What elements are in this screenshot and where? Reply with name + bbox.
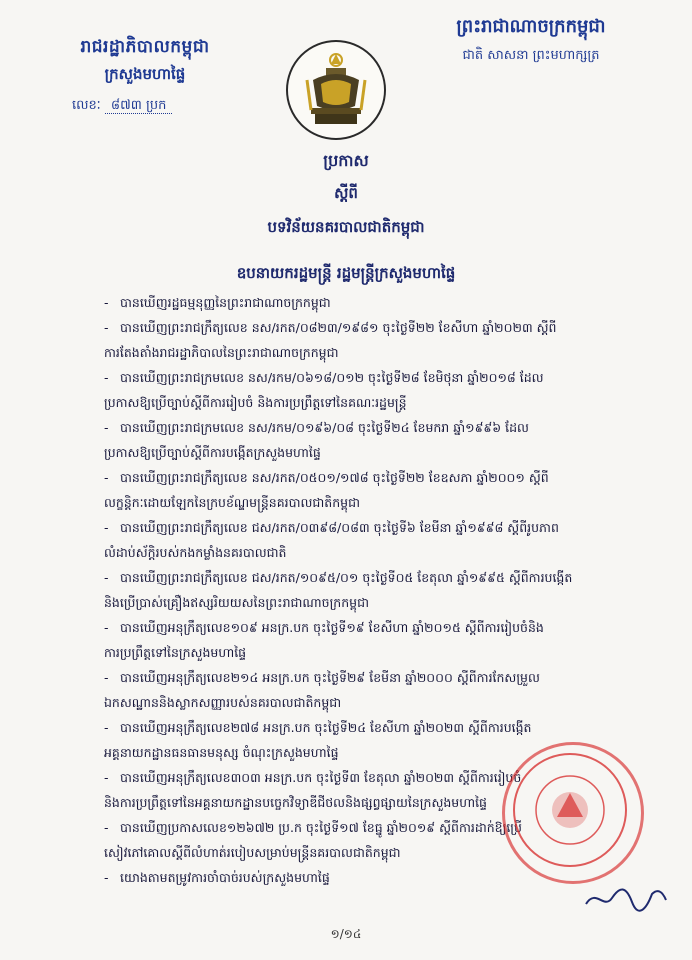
list-item — [104, 665, 644, 715]
document-subject: បទវិន័យនគរបាលជាតិកម្ពុជា — [267, 218, 425, 236]
bullet-dash: - — [104, 295, 109, 310]
reference-number — [60, 97, 230, 116]
bullet-dash: - — [104, 420, 109, 435]
list-item-line: បានឃើញអនុក្រឹត្យលេខ១០៩ អនក្រ.បក ចុះថ្ងៃទី១៩ ខែសីហា ឆ្នាំ២០១៥ ស្តីពីការរៀបចំនិង — [120, 620, 544, 635]
list-item-continuation: ការប្រព្រឹត្តទៅនៃក្រសួងមហាផ្ទៃ — [104, 645, 247, 660]
list-item — [104, 315, 644, 365]
list-item-line: បានឃើញព្រះរាជក្រឹត្យលេខ នស/រកត/០៥០១/១៧៨ ចុះថ្ងៃទី២២ ខែឧសភា ឆ្នាំ២០០១ ស្តីពី — [120, 470, 549, 485]
issuer-title: ឧបនាយករដ្ឋមន្ត្រី រដ្ឋមន្ត្រីក្រសួងមហាផ្ទៃ — [236, 264, 456, 282]
list-item-line: បានឃើញអនុក្រឹត្យលេខ២១៤ អនក្រ.បក ចុះថ្ងៃទី២៩ ខែមីនា ឆ្នាំ២០០០ ស្តីពីការកែសម្រួល — [120, 670, 540, 685]
bullet-dash: - — [104, 520, 109, 535]
list-item-line: បានឃើញប្រកាសលេខ១២៦៧២ ប្រ.ក ចុះថ្ងៃទី១៧ ខែធ្នូ ឆ្នាំ២០១៩ ស្តីពីការដាក់ឱ្យប្រើ — [120, 820, 522, 835]
about-label: ស្តីពី — [334, 184, 358, 202]
official-stamp — [502, 742, 644, 884]
bullet-dash: - — [104, 570, 109, 585]
list-item-continuation: ប្រកាសឱ្យប្រើច្បាប់ស្តីពីការបង្កើតក្រសួងមហាផ្ទៃ — [104, 445, 321, 460]
list-item-continuation: លក្ខន្តិកៈដោយឡែកនៃក្របខ័ណ្ឌមន្ត្រីនគរបាលជាតិកម្ពុជា — [104, 495, 361, 510]
list-item — [104, 365, 644, 415]
bullet-dash: - — [104, 820, 109, 835]
list-item-line: បានឃើញព្រះរាជក្រមលេខ នស/រកម/០១៩៦/០៨ ចុះថ្ងៃទី២៤ ខែមករា ឆ្នាំ១៩៩៦ ដែល — [120, 420, 529, 435]
list-item-continuation: ប្រកាសឱ្យប្រើច្បាប់ស្តីពីការរៀបចំ និងការប្រព្រឹត្តទៅនៃគណៈរដ្ឋមន្ត្រី — [104, 395, 407, 410]
list-item-line: បានឃើញព្រះរាជក្រឹត្យលេខ នស/រកត/០៨២៣/១៩៨១ ចុះថ្ងៃទី២២ ខែសីហា ឆ្នាំ២០២៣ ស្តីពី — [120, 320, 557, 335]
list-item-line: យោងតាមតម្រូវការចាំបាច់របស់ក្រសួងមហាផ្ទៃ — [120, 870, 330, 885]
signature — [582, 880, 672, 916]
list-item-continuation: អគ្គនាយកដ្ឋានធនធានមនុស្ស ចំណុះក្រសួងមហាផ្ទៃ — [104, 745, 339, 760]
government-name: រាជរដ្ឋាភិបាលកម្ពុជា — [80, 37, 210, 57]
page-number: ១/១៤ — [330, 927, 362, 941]
list-item-continuation: និងប្រើប្រាស់គ្រឿងឥស្សរិយយសនៃព្រះរាជាណាចក្រកម្ពុជា — [104, 595, 370, 610]
list-item-line: បានឃើញរដ្ឋធម្មនុញ្ញនៃព្រះរាជាណាចក្រកម្ពុជា — [120, 295, 331, 310]
list-item-line: បានឃើញព្រះរាជក្រឹត្យលេខ ជស/រកត/១០៩៥/០១ ចុះថ្ងៃទី០៥ ខែតុលា ឆ្នាំ១៩៩៥ ស្តីពីការបង្កើត — [120, 570, 573, 585]
bullet-dash: - — [104, 870, 109, 885]
list-item-line: បានឃើញអនុក្រឹត្យលេខ៣០៣ អនក្រ.បក ចុះថ្ងៃទី៣ ខែតុលា ឆ្នាំ២០២៣ ស្តីពីការរៀបចំ — [120, 770, 522, 785]
list-item — [104, 615, 644, 665]
bullet-dash: - — [104, 770, 109, 785]
bullet-dash: - — [104, 720, 109, 735]
list-item — [104, 290, 644, 315]
list-item-line: បានឃើញព្រះរាជក្រឹត្យលេខ ជស/រកត/០៣៩៨/០៨៣ ចុះថ្ងៃទី៦ ខែមីនា ឆ្នាំ១៩៩៨ ស្តីពីរូបភាព — [120, 520, 559, 535]
reference-label: លេខៈ — [72, 98, 101, 113]
kingdom-header — [426, 14, 636, 66]
list-item — [104, 515, 644, 565]
list-item-line: បានឃើញអនុក្រឹត្យលេខ២៧៨ អនក្រ.បក ចុះថ្ងៃទី២៤ ខែសីហា ឆ្នាំ២០២៣ ស្តីពីការបង្កើត — [120, 720, 532, 735]
document-title — [0, 150, 692, 286]
reference-value: ៨៧៣ ប្រក — [105, 98, 173, 114]
bullet-dash: - — [104, 470, 109, 485]
list-item-continuation: ឯកសណ្ឋាននិងស្លាកសញ្ញារបស់នគរបាលជាតិកម្ពុជា — [104, 695, 342, 710]
bullet-dash: - — [104, 670, 109, 685]
kingdom-name: ព្រះរាជាណាចក្រកម្ពុជា — [456, 16, 606, 37]
document-type: ប្រកាស — [323, 151, 369, 170]
list-item-continuation: ការតែងតាំងរាជរដ្ឋាភិបាលនៃព្រះរាជាណាចក្រកម្ពុជា — [104, 345, 339, 360]
list-item-continuation: លំដាប់ស័ក្តិរបស់កងកម្លាំងនគរបាលជាតិ — [104, 545, 287, 560]
list-item — [104, 565, 644, 615]
list-item-continuation: និងការប្រព្រឹត្តទៅនៃអគ្គនាយកដ្ឋានបច្ចេកវិទ្យាឌីជីថលនិងផ្សព្វផ្សាយនៃក្រសួងមហាផ្ទៃ — [104, 795, 487, 810]
list-item — [104, 465, 644, 515]
list-item — [104, 415, 644, 465]
list-item-continuation: សៀវភៅគោលស្តីពីលំហាត់របៀបសម្រាប់មន្ត្រីនគរបាលជាតិកម្ពុជា — [104, 845, 401, 860]
bullet-dash: - — [104, 370, 109, 385]
bullet-dash: - — [104, 620, 109, 635]
list-item-line: បានឃើញព្រះរាជក្រមលេខ នស/រកម/០៦១៨/០១២ ចុះថ្ងៃទី២៨ ខែមិថុនា ឆ្នាំ២០១៨ ដែល — [120, 370, 544, 385]
bullet-dash: - — [104, 320, 109, 335]
royal-emblem-icon — [286, 40, 386, 140]
ministry-header — [60, 36, 230, 116]
national-motto: ជាតិ សាសនា ព្រះមហាក្សត្រ — [462, 48, 600, 63]
ministry-name: ក្រសួងមហាផ្ទៃ — [104, 65, 186, 83]
